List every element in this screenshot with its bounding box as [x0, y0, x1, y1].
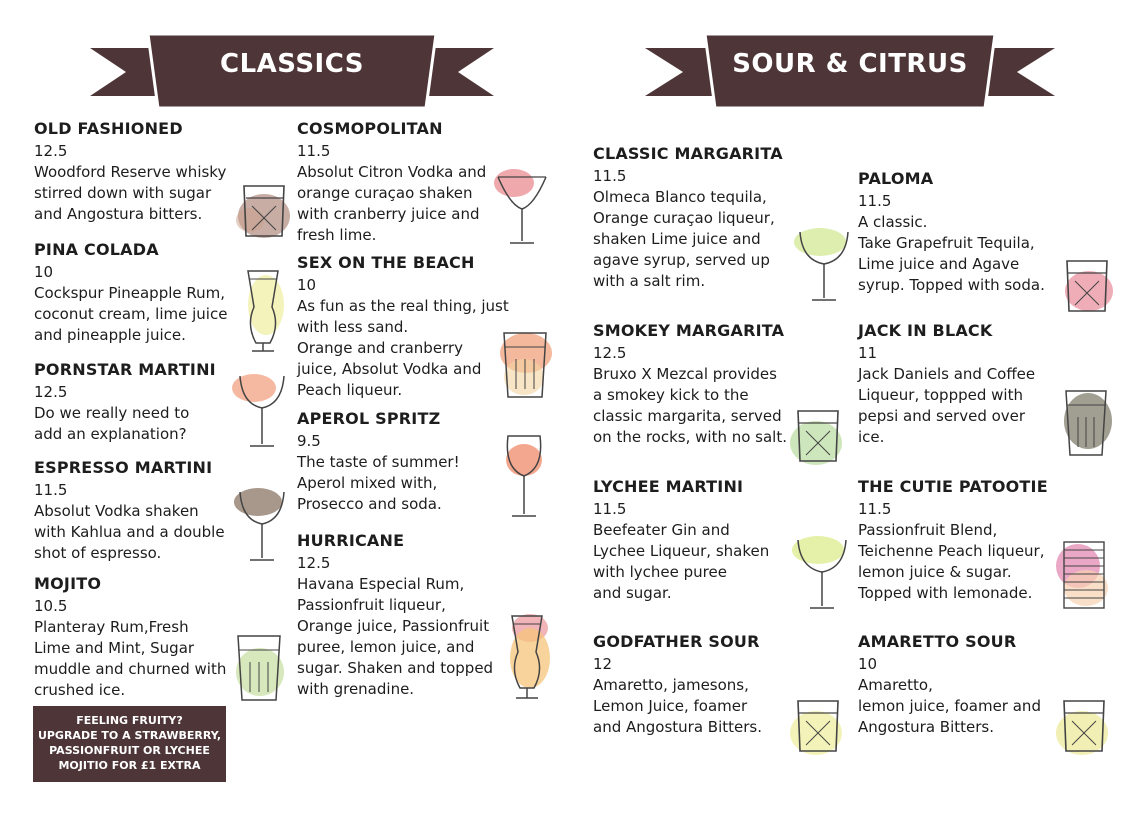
item-description: Beefeater Gin and Lychee Liqueur, shaken with lychee puree and sugar.	[593, 521, 770, 602]
item-name: HURRICANE	[297, 531, 405, 550]
item-price: 12.5	[593, 344, 627, 362]
item-description: Amaretto, jamesons, Lemon Juice, foamer and Angostura Bitters.	[593, 676, 762, 736]
item-name: PINA COLADA	[34, 240, 159, 259]
rocks-glass-green-icon	[786, 405, 846, 467]
item-description: Cockspur Pineapple Rum, coconut cream, lime juice and pineapple juice.	[34, 284, 228, 344]
item-description: A classic. Take Grapefruit Tequila, Lime juice and Agave syrup. Topped with soda.	[858, 213, 1045, 294]
rocks-glass-pink-icon	[1055, 255, 1117, 317]
item-price: 11.5	[593, 167, 627, 185]
margarita-glass-green-icon	[790, 222, 852, 304]
item-description: Bruxo X Mezcal provides a smokey kick to the classic margarita, served on the rocks, with no salt.	[593, 365, 788, 446]
highball-glass-orange-icon	[494, 327, 556, 403]
ribbed-glass-icon	[1052, 536, 1114, 614]
fruity-upgrade-note: FEELING FRUITY? UPGRADE TO A STRAWBERRY, PASSIONFRUIT OR LYCHEE MOJITIO FOR £1 EXTRA	[33, 706, 226, 782]
sour-title: SOUR & CITRUS	[732, 49, 968, 79]
item-name: PALOMA	[858, 169, 934, 188]
item-description: Woodford Reserve whisky stirred down with sugar and Angostura bitters.	[34, 163, 227, 223]
item-price: 10	[34, 263, 54, 281]
item-name: ESPRESSO MARTINI	[34, 458, 213, 477]
item-description: Amaretto, lemon juice, foamer and Angostura Bitters.	[858, 676, 1041, 736]
item-name: AMARETTO SOUR	[858, 632, 1017, 651]
item-price: 11.5	[34, 481, 68, 499]
rocks-glass-amber-icon	[1052, 695, 1114, 757]
item-price: 12.5	[34, 142, 68, 160]
martini-glass-red-icon	[490, 165, 550, 247]
item-price: 10	[858, 655, 878, 673]
item-description: Planteray Rum,Fresh Lime and Mint, Sugar muddle and churned with crushed ice.	[34, 618, 227, 699]
item-description: Absolut Vodka shaken with Kahlua and a double shot of espresso.	[34, 502, 225, 562]
item-name: JACK IN BLACK	[858, 321, 993, 340]
highball-glass-dark-icon	[1058, 385, 1120, 463]
item-description: As fun as the real thing, just with less sand. Orange and cranberry juice, Absolut Vodka and Peach liqueur.	[297, 297, 509, 399]
item-description: Absolut Citron Vodka and orange curaçao shaken with cranberry juice and fresh lime.	[297, 163, 487, 244]
item-name: MOJITO	[34, 574, 102, 593]
item-name: COSMOPOLITAN	[297, 119, 443, 138]
item-name: OLD FASHIONED	[34, 119, 183, 138]
sour-banner	[645, 34, 1055, 110]
item-description: Passionfruit Blend, Teichenne Peach liqueur, lemon juice & sugar. Topped with lemonade.	[858, 521, 1045, 602]
coupe-glass-pink-icon	[228, 368, 288, 450]
item-price: 11.5	[297, 142, 331, 160]
highball-glass-green-icon	[230, 630, 288, 705]
item-name: SEX ON THE BEACH	[297, 253, 475, 272]
classics-banner	[90, 34, 494, 110]
item-description: Jack Daniels and Coffee Liqueur, toppped with pepsi and served over ice.	[858, 365, 1036, 446]
item-price: 12.5	[34, 383, 68, 401]
hurricane-glass-icon	[500, 608, 556, 703]
coupe-glass-lime-icon	[788, 530, 850, 612]
item-price: 12	[593, 655, 613, 673]
item-name: SMOKEY MARGARITA	[593, 321, 785, 340]
item-price: 11	[858, 344, 878, 362]
item-description: Olmeca Blanco tequila, Orange curaçao liqueur, shaken Lime juice and agave syrup, served up with a salt rim.	[593, 188, 775, 290]
item-price: 11.5	[593, 500, 627, 518]
tall-curvy-glass-icon	[238, 265, 288, 355]
item-price: 11.5	[858, 192, 892, 210]
item-description: Havana Especial Rum, Passionfruit liqueur, Orange juice, Passionfruit puree, lemon juice, and sugar. Shaken and topped with grenadine.	[297, 575, 494, 698]
coupe-glass-brown-icon	[228, 482, 290, 564]
item-name: LYCHEE MARTINI	[593, 477, 744, 496]
item-price: 10.5	[34, 597, 68, 615]
rocks-glass-icon	[226, 180, 296, 245]
classics-title: CLASSICS	[219, 49, 365, 79]
item-price: 10	[297, 276, 317, 294]
item-description: The taste of summer! Aperol mixed with, Prosecco and soda.	[297, 453, 460, 513]
item-name: GODFATHER SOUR	[593, 632, 760, 651]
item-price: 9.5	[297, 432, 321, 450]
item-price: 12.5	[297, 554, 331, 572]
item-name: PORNSTAR MARTINI	[34, 360, 216, 379]
item-price: 11.5	[858, 500, 892, 518]
item-name: APEROL SPRITZ	[297, 409, 441, 428]
item-description: Do we really need to add an explanation?	[34, 404, 190, 443]
item-name: THE CUTIE PATOOTIE	[858, 477, 1048, 496]
item-name: CLASSIC MARGARITA	[593, 144, 783, 163]
rocks-glass-yellow-icon	[786, 695, 846, 757]
wine-glass-orange-icon	[500, 430, 548, 522]
